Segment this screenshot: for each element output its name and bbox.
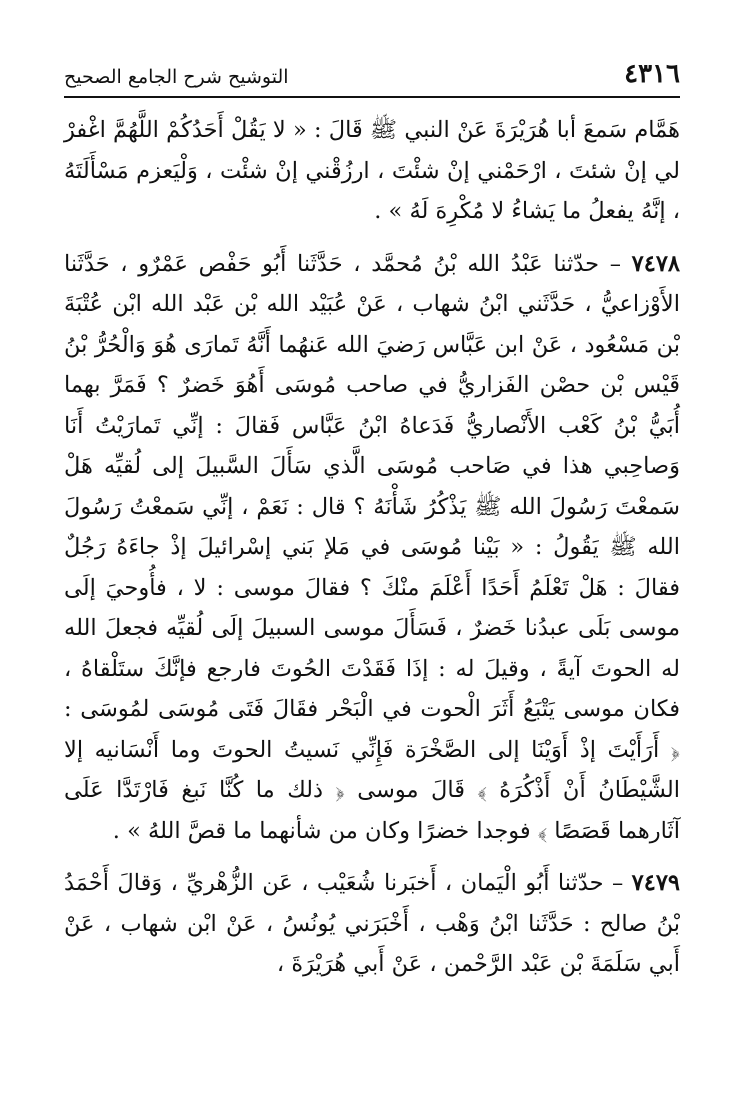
paragraph-continuation (64, 110, 680, 232)
hadith-paragraph (64, 244, 680, 852)
paragraph-text: هَمَّام سَمعَ أبا هُرَيْرَةَ عَنْ النبي ﷺ قَالَ : « لا يَقُلْ أَحَدُكُمْ اللَّهُمَّ اغْفرْ لي إنْ شئتَ ، ارْحَمْني إنْ شئْتَ ، ارزُقْني إنْ شئْت ، وَلْيَعزم مَسْأَلَتَهُ ، إنَّهُ يفعلُ ما يَشاءُ لا مُكْرِهَ لَهُ » . (64, 117, 680, 224)
running-header (64, 56, 680, 98)
main-text (64, 110, 680, 985)
book-title: التوشيح شرح الجامع الصحيح (64, 66, 289, 88)
page-number: ٤٣١٦ (624, 59, 680, 89)
paragraph-text: – حدّثنا أَبُو الْيَمان ، أَخبَرنا شُعَيْب ، عَن الزُّهْريِّ ، وَقالَ أَحْمَدُ بْنُ صالح : حَدَّثَنا ابْنُ وَهْب ، أَخْبَرَني يُونُسُ ، عَنْ ابْن شهاب ، عَنْ أَبي سَلَمَةَ بْن عَبْد الرَّحْمن ، عَنْ أَبي هُرَيْرَةَ ، (64, 870, 680, 977)
paragraph-text: – حدّثنا عَبْدُ الله بْنُ مُحمَّد ، حَدَّثَنا أَبُو حَفْص عَمْرٌو ، حَدَّثَنا الأَوْزاعيُّ ، حَدَّثَني ابْنُ شهاب ، عَنْ عُبَيْد الله بْن عَبْد الله ابْن عُتْبَةَ بْن مَسْعُود ، عَنْ ابن عَبَّاس رَضيَ الله عَنهُما أَنَّهُ تَمارَى هُوَ وَالْحُرُّ بْنُ قَيْس بْن حصْن الفَزاريُّ في صاحب مُوسَى أَهُوَ خَضرٌ ؟ فَمَرَّ بهما أُبَيُّ بْنُ كَعْب الأَنْصاريُّ فَدَعاهُ ابْنُ عَبَّاس فَقالَ : إنِّي تَمارَيْتُ أَنَا وَصاحِبي هذا في صَاحب مُوسَى الَّذي سَأَلَ السَّبيلَ إلى لُقيِّه هَلْ سَمعْتَ رَسُولَ الله ﷺ يَذْكُرُ شَأْنَهُ ؟ قال : نَعَمْ ، إنِّي سَمعْتُ رَسُولَ الله ﷺ يَقُولُ : « بَيْنا مُوسَى في مَلإ بَني إسْرائيلَ إذْ جاءَهُ رَجُلٌ فقالَ : هَلْ تَعْلَمُ أَحَدًا أَعْلَمَ منْكَ ؟ فقالَ موسى : لا ، فأُوحيَ إلَى موسى بَلَى عبدُنا خَضرٌ ، فَسَأَلَ موسى السبيلَ إلَى لُقيِّه فجعلَ الله له الحوتَ آيةً ، وقيلَ له : إذَا فَقَدْتَ الحُوتَ فارجع فإنَّكَ ستَلْقاهُ ، فكان موسى يَتْبَعُ أَثَرَ الْحوت في الْبَحْر فقَالَ فَتَى مُوسَى لمُوسَى : ﴿ أَرَأَيْتَ إذْ أَوَيْنَا إلى الصَّخْرَة فَإِنِّي نَسيتُ الحوتَ وما أَنْسَانيه إلا الشَّيْطَانُ أَنْ أَذْكُرَهُ ﴾ قَالَ موسى ﴿ ذلك ما كُنَّا نَبغ فَارْتَدَّا عَلَى آثَارهما قَصَصًا ﴾ فوجدا خضرًا وكان من شأنهما ما قصَّ اللهُ » . (64, 250, 680, 844)
book-page (64, 56, 680, 1066)
hadith-paragraph (64, 863, 680, 985)
hadith-number: ٧٤٧٩ (631, 870, 681, 896)
hadith-number: ٧٤٧٨ (631, 250, 680, 277)
